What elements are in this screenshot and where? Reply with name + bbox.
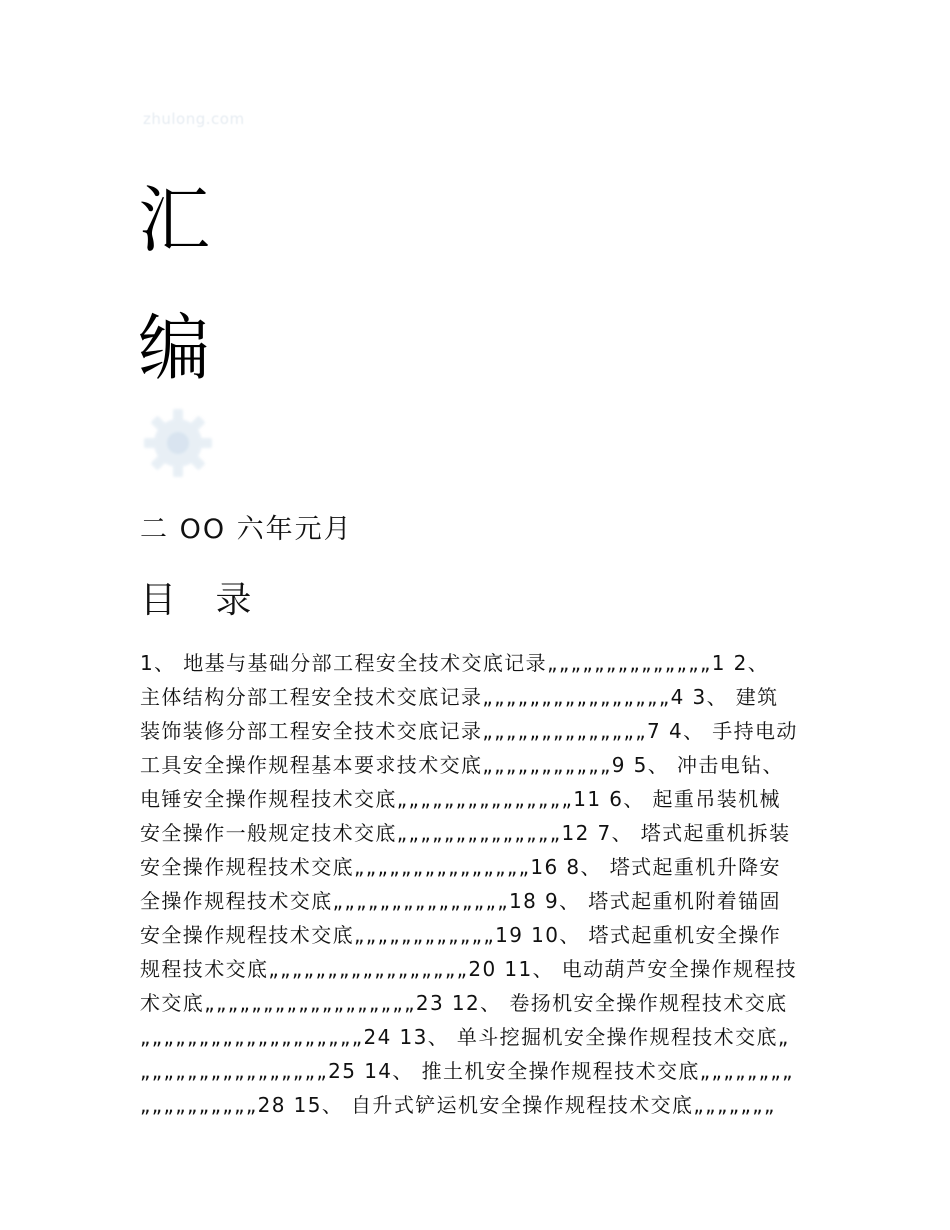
toc-line[interactable]: 术交底„„„„„„„„„„„„„„„„„„23 12、 卷扬机安全操作规程技术交底 — [140, 991, 788, 1015]
gear-logo-icon — [140, 405, 216, 481]
toc-line[interactable]: 主体结构分部工程安全技术交底记录„„„„„„„„„„„„„„„„4 3、 建筑 — [140, 685, 779, 709]
watermark-text: zhulong.com — [143, 110, 245, 128]
toc-line[interactable]: 工具安全操作规程基本要求技术交底„„„„„„„„„„„9 5、 冲击电钻、 — [140, 753, 784, 777]
toc-line[interactable]: 规程技术交底„„„„„„„„„„„„„„„„„20 11、 电动葫芦安全操作规程技 — [140, 957, 798, 981]
title-char-bian: 编 — [138, 306, 211, 390]
toc-line[interactable]: „„„„„„„„„„„„„„„„25 14、 推土机安全操作规程技术交底„„„„„„„„ — [140, 1059, 794, 1083]
toc-line[interactable]: „„„„„„„„„„28 15、 自升式铲运机安全操作规程技术交底„„„„„„„ — [140, 1093, 776, 1117]
toc-line[interactable]: 1、 地基与基础分部工程安全技术交底记录„„„„„„„„„„„„„„1 2、 — [140, 651, 770, 675]
toc-line[interactable]: 装饰装修分部工程安全技术交底记录„„„„„„„„„„„„„„7 4、 手持电动 — [140, 719, 798, 743]
toc-line[interactable]: „„„„„„„„„„„„„„„„„„„24 13、 单斗挖掘机安全操作规程技术交底„ — [140, 1025, 790, 1049]
date-line: 二 OO 六年元月 — [140, 514, 353, 545]
toc-line[interactable]: 安全操作规程技术交底„„„„„„„„„„„„19 10、 塔式起重机安全操作 — [140, 923, 782, 947]
toc-line[interactable]: 安全操作规程技术交底„„„„„„„„„„„„„„„16 8、 塔式起重机升降安 — [140, 855, 781, 879]
title-char-hui: 汇 — [138, 178, 211, 262]
toc-list — [140, 646, 812, 1122]
toc-line[interactable]: 安全操作一般规定技术交底„„„„„„„„„„„„„„12 7、 塔式起重机拆装 — [140, 821, 791, 845]
toc-title: 目 录 — [140, 580, 266, 621]
toc-line[interactable]: 电锤安全操作规程技术交底„„„„„„„„„„„„„„„11 6、 起重吊装机械 — [140, 787, 781, 811]
toc-line[interactable]: 全操作规程技术交底„„„„„„„„„„„„„„„18 9、 塔式起重机附着锚固 — [140, 889, 781, 913]
